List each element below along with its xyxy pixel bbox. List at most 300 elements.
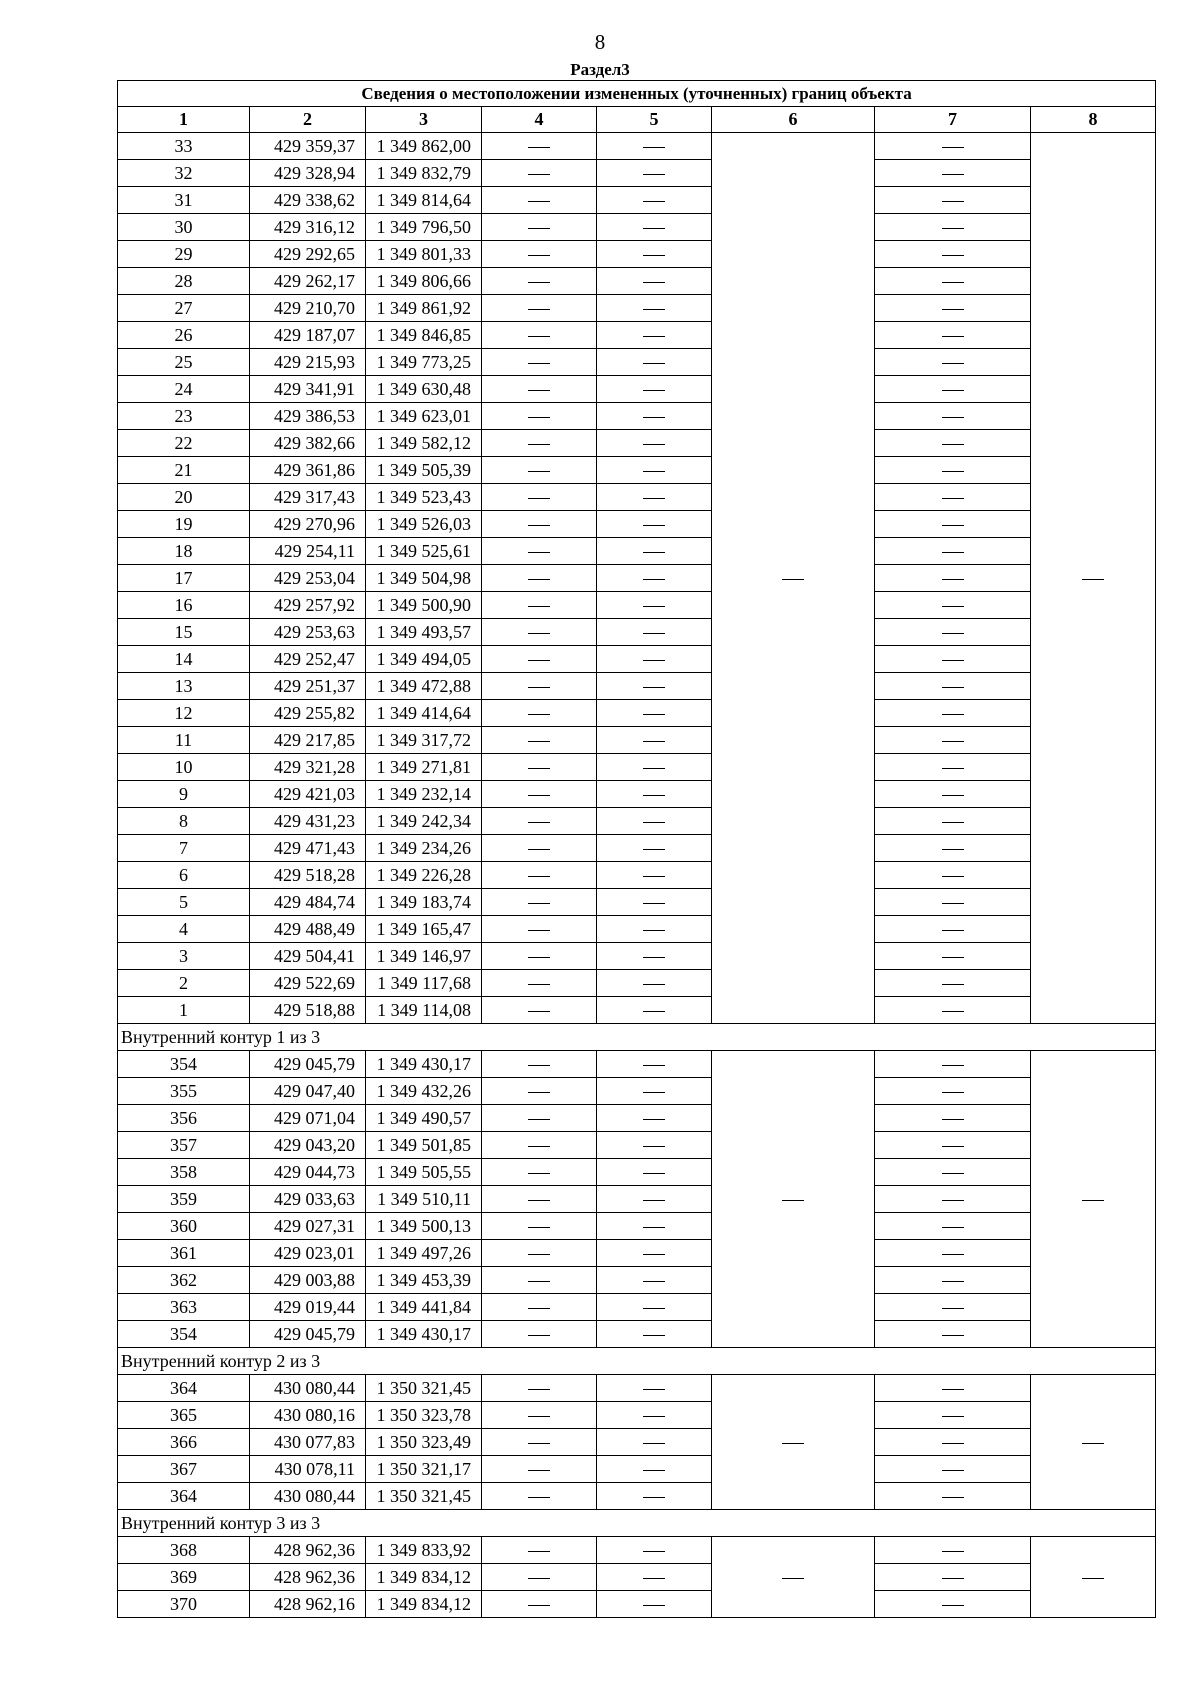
dash-mark bbox=[942, 552, 964, 553]
dash-mark bbox=[528, 1416, 550, 1417]
dash-mark bbox=[643, 336, 665, 337]
point-number-cell: 362 bbox=[118, 1267, 250, 1294]
col5-cell bbox=[597, 1402, 712, 1429]
x-coordinate-cell: 429 504,41 bbox=[250, 943, 366, 970]
dash-mark bbox=[528, 1551, 550, 1552]
dash-mark bbox=[942, 525, 964, 526]
dash-mark bbox=[643, 552, 665, 553]
col4-cell bbox=[482, 1537, 597, 1564]
col8-merged-cell bbox=[1031, 133, 1156, 1024]
col7-cell bbox=[875, 862, 1031, 889]
col5-cell bbox=[597, 1483, 712, 1510]
table-row bbox=[118, 916, 1156, 943]
dash-mark bbox=[643, 1146, 665, 1147]
dash-mark bbox=[942, 1389, 964, 1390]
y-coordinate-cell: 1 349 317,72 bbox=[366, 727, 482, 754]
y-coordinate-cell: 1 349 271,81 bbox=[366, 754, 482, 781]
dash-mark bbox=[643, 1416, 665, 1417]
col7-cell bbox=[875, 1402, 1031, 1429]
table-row bbox=[118, 1429, 1156, 1456]
col7-cell bbox=[875, 160, 1031, 187]
dash-mark bbox=[942, 201, 964, 202]
dash-mark bbox=[942, 228, 964, 229]
dash-mark bbox=[942, 1092, 964, 1093]
y-coordinate-cell: 1 349 505,55 bbox=[366, 1159, 482, 1186]
col5-cell bbox=[597, 322, 712, 349]
col5-cell bbox=[597, 187, 712, 214]
col4-cell bbox=[482, 727, 597, 754]
col7-cell bbox=[875, 1483, 1031, 1510]
point-number-cell: 364 bbox=[118, 1483, 250, 1510]
dash-mark bbox=[528, 309, 550, 310]
dash-mark bbox=[643, 849, 665, 850]
y-coordinate-cell: 1 349 523,43 bbox=[366, 484, 482, 511]
dash-mark bbox=[643, 228, 665, 229]
y-coordinate-cell: 1 349 432,26 bbox=[366, 1078, 482, 1105]
point-number-cell: 31 bbox=[118, 187, 250, 214]
y-coordinate-cell: 1 349 834,12 bbox=[366, 1564, 482, 1591]
dash-mark bbox=[528, 876, 550, 877]
column-number: 7 bbox=[875, 107, 1031, 133]
col4-cell bbox=[482, 1402, 597, 1429]
dash-mark bbox=[942, 984, 964, 985]
dash-mark bbox=[643, 903, 665, 904]
col4-cell bbox=[482, 160, 597, 187]
column-number: 4 bbox=[482, 107, 597, 133]
col6-merged-cell bbox=[712, 1375, 875, 1510]
dash-mark bbox=[643, 255, 665, 256]
dash-mark bbox=[942, 498, 964, 499]
y-coordinate-cell: 1 349 806,66 bbox=[366, 268, 482, 295]
dash-mark bbox=[528, 201, 550, 202]
dash-mark bbox=[1082, 1443, 1104, 1444]
table-row bbox=[118, 1051, 1156, 1078]
col5-cell bbox=[597, 1321, 712, 1348]
dash-mark bbox=[942, 1281, 964, 1282]
table-row bbox=[118, 1105, 1156, 1132]
col4-cell bbox=[482, 538, 597, 565]
dash-mark bbox=[942, 768, 964, 769]
dash-mark bbox=[942, 390, 964, 391]
x-coordinate-cell: 429 484,74 bbox=[250, 889, 366, 916]
point-number-cell: 23 bbox=[118, 403, 250, 430]
x-coordinate-cell: 429 321,28 bbox=[250, 754, 366, 781]
y-coordinate-cell: 1 349 630,48 bbox=[366, 376, 482, 403]
x-coordinate-cell: 429 316,12 bbox=[250, 214, 366, 241]
dash-mark bbox=[528, 660, 550, 661]
dash-mark bbox=[643, 1092, 665, 1093]
contour-header-row bbox=[118, 1348, 1156, 1375]
dash-mark bbox=[528, 768, 550, 769]
col4-cell bbox=[482, 835, 597, 862]
dash-mark bbox=[643, 1605, 665, 1606]
dash-mark bbox=[528, 1065, 550, 1066]
x-coordinate-cell: 429 044,73 bbox=[250, 1159, 366, 1186]
y-coordinate-cell: 1 349 500,13 bbox=[366, 1213, 482, 1240]
dash-mark bbox=[528, 1335, 550, 1336]
table-row bbox=[118, 754, 1156, 781]
table-row bbox=[118, 619, 1156, 646]
caption-row bbox=[118, 81, 1156, 107]
table-row bbox=[118, 997, 1156, 1024]
dash-mark bbox=[643, 606, 665, 607]
x-coordinate-cell: 429 217,85 bbox=[250, 727, 366, 754]
dash-mark bbox=[942, 336, 964, 337]
dash-mark bbox=[528, 255, 550, 256]
x-coordinate-cell: 429 019,44 bbox=[250, 1294, 366, 1321]
dash-mark bbox=[643, 1173, 665, 1174]
table-row bbox=[118, 295, 1156, 322]
col5-cell bbox=[597, 1105, 712, 1132]
y-coordinate-cell: 1 349 861,92 bbox=[366, 295, 482, 322]
dash-mark bbox=[528, 174, 550, 175]
point-number-cell: 366 bbox=[118, 1429, 250, 1456]
dash-mark bbox=[528, 1605, 550, 1606]
x-coordinate-cell: 430 078,11 bbox=[250, 1456, 366, 1483]
col7-cell bbox=[875, 1591, 1031, 1618]
x-coordinate-cell: 429 431,23 bbox=[250, 808, 366, 835]
point-number-cell: 33 bbox=[118, 133, 250, 160]
table-row bbox=[118, 538, 1156, 565]
column-number: 6 bbox=[712, 107, 875, 133]
x-coordinate-cell: 429 386,53 bbox=[250, 403, 366, 430]
point-number-cell: 364 bbox=[118, 1375, 250, 1402]
dash-mark bbox=[782, 579, 804, 580]
dash-mark bbox=[942, 1119, 964, 1120]
dash-mark bbox=[528, 1578, 550, 1579]
dash-mark bbox=[528, 498, 550, 499]
point-number-cell: 2 bbox=[118, 970, 250, 997]
x-coordinate-cell: 429 255,82 bbox=[250, 700, 366, 727]
dash-mark bbox=[1082, 1578, 1104, 1579]
boundary-coordinates-table bbox=[117, 80, 1156, 1618]
col4-cell bbox=[482, 511, 597, 538]
x-coordinate-cell: 428 962,36 bbox=[250, 1537, 366, 1564]
col6-merged-cell bbox=[712, 1051, 875, 1348]
dash-mark bbox=[643, 1254, 665, 1255]
col4-cell bbox=[482, 1186, 597, 1213]
dash-mark bbox=[643, 363, 665, 364]
y-coordinate-cell: 1 349 226,28 bbox=[366, 862, 482, 889]
y-coordinate-cell: 1 349 497,26 bbox=[366, 1240, 482, 1267]
x-coordinate-cell: 430 080,16 bbox=[250, 1402, 366, 1429]
col8-merged-cell bbox=[1031, 1375, 1156, 1510]
y-coordinate-cell: 1 350 323,78 bbox=[366, 1402, 482, 1429]
x-coordinate-cell: 429 382,66 bbox=[250, 430, 366, 457]
col5-cell bbox=[597, 889, 712, 916]
point-number-cell: 9 bbox=[118, 781, 250, 808]
col7-cell bbox=[875, 646, 1031, 673]
col4-cell bbox=[482, 808, 597, 835]
table-row bbox=[118, 376, 1156, 403]
dash-mark bbox=[942, 1146, 964, 1147]
table-row bbox=[118, 322, 1156, 349]
column-number-row bbox=[118, 107, 1156, 133]
point-number-cell: 11 bbox=[118, 727, 250, 754]
col5-cell bbox=[597, 1456, 712, 1483]
col4-cell bbox=[482, 1078, 597, 1105]
dash-mark bbox=[528, 606, 550, 607]
dash-mark bbox=[942, 633, 964, 634]
dash-mark bbox=[942, 1254, 964, 1255]
dash-mark bbox=[528, 714, 550, 715]
dash-mark bbox=[528, 903, 550, 904]
col4-cell bbox=[482, 862, 597, 889]
col7-cell bbox=[875, 1051, 1031, 1078]
x-coordinate-cell: 429 488,49 bbox=[250, 916, 366, 943]
col4-cell bbox=[482, 997, 597, 1024]
dash-mark bbox=[942, 1335, 964, 1336]
point-number-cell: 29 bbox=[118, 241, 250, 268]
x-coordinate-cell: 429 045,79 bbox=[250, 1051, 366, 1078]
y-coordinate-cell: 1 349 510,11 bbox=[366, 1186, 482, 1213]
dash-mark bbox=[942, 1308, 964, 1309]
x-coordinate-cell: 429 003,88 bbox=[250, 1267, 366, 1294]
point-number-cell: 10 bbox=[118, 754, 250, 781]
col4-cell bbox=[482, 1321, 597, 1348]
dash-mark bbox=[528, 930, 550, 931]
dash-mark bbox=[782, 1578, 804, 1579]
point-number-cell: 32 bbox=[118, 160, 250, 187]
col5-cell bbox=[597, 862, 712, 889]
col5-cell bbox=[597, 1591, 712, 1618]
dash-mark bbox=[643, 390, 665, 391]
table-row bbox=[118, 808, 1156, 835]
point-number-cell: 361 bbox=[118, 1240, 250, 1267]
dash-mark bbox=[942, 1011, 964, 1012]
x-coordinate-cell: 429 359,37 bbox=[250, 133, 366, 160]
point-number-cell: 369 bbox=[118, 1564, 250, 1591]
dash-mark bbox=[528, 984, 550, 985]
table-row bbox=[118, 1564, 1156, 1591]
dash-mark bbox=[643, 1578, 665, 1579]
x-coordinate-cell: 429 328,94 bbox=[250, 160, 366, 187]
col6-merged-cell bbox=[712, 1537, 875, 1618]
dash-mark bbox=[528, 1173, 550, 1174]
col5-cell bbox=[597, 295, 712, 322]
table-row bbox=[118, 1186, 1156, 1213]
y-coordinate-cell: 1 349 505,39 bbox=[366, 457, 482, 484]
y-coordinate-cell: 1 349 165,47 bbox=[366, 916, 482, 943]
col5-cell bbox=[597, 133, 712, 160]
point-number-cell: 22 bbox=[118, 430, 250, 457]
col4-cell bbox=[482, 484, 597, 511]
x-coordinate-cell: 429 522,69 bbox=[250, 970, 366, 997]
y-coordinate-cell: 1 349 117,68 bbox=[366, 970, 482, 997]
table-row bbox=[118, 1159, 1156, 1186]
dash-mark bbox=[643, 660, 665, 661]
col5-cell bbox=[597, 268, 712, 295]
col7-cell bbox=[875, 1456, 1031, 1483]
dash-mark bbox=[643, 930, 665, 931]
col5-cell bbox=[597, 1159, 712, 1186]
col4-cell bbox=[482, 349, 597, 376]
dash-mark bbox=[942, 417, 964, 418]
col7-cell bbox=[875, 808, 1031, 835]
x-coordinate-cell: 429 270,96 bbox=[250, 511, 366, 538]
table-row bbox=[118, 1132, 1156, 1159]
y-coordinate-cell: 1 349 441,84 bbox=[366, 1294, 482, 1321]
table-row bbox=[118, 457, 1156, 484]
col7-cell bbox=[875, 1321, 1031, 1348]
x-coordinate-cell: 429 252,47 bbox=[250, 646, 366, 673]
dash-mark bbox=[528, 687, 550, 688]
y-coordinate-cell: 1 349 814,64 bbox=[366, 187, 482, 214]
x-coordinate-cell: 429 045,79 bbox=[250, 1321, 366, 1348]
dash-mark bbox=[528, 1281, 550, 1282]
point-number-cell: 4 bbox=[118, 916, 250, 943]
x-coordinate-cell: 429 253,63 bbox=[250, 619, 366, 646]
col5-cell bbox=[597, 1186, 712, 1213]
col5-cell bbox=[597, 808, 712, 835]
col7-cell bbox=[875, 1240, 1031, 1267]
y-coordinate-cell: 1 349 526,03 bbox=[366, 511, 482, 538]
point-number-cell: 356 bbox=[118, 1105, 250, 1132]
y-coordinate-cell: 1 349 501,85 bbox=[366, 1132, 482, 1159]
table-row bbox=[118, 646, 1156, 673]
table-row bbox=[118, 268, 1156, 295]
x-coordinate-cell: 429 251,37 bbox=[250, 673, 366, 700]
table-row bbox=[118, 1213, 1156, 1240]
col4-cell bbox=[482, 1429, 597, 1456]
col7-cell bbox=[875, 1186, 1031, 1213]
dash-mark bbox=[942, 1227, 964, 1228]
dash-mark bbox=[528, 1389, 550, 1390]
dash-mark bbox=[643, 498, 665, 499]
point-number-cell: 357 bbox=[118, 1132, 250, 1159]
table-row bbox=[118, 673, 1156, 700]
col7-cell bbox=[875, 241, 1031, 268]
col7-cell bbox=[875, 835, 1031, 862]
point-number-cell: 24 bbox=[118, 376, 250, 403]
page-number: 8 bbox=[594, 30, 606, 54]
x-coordinate-cell: 428 962,16 bbox=[250, 1591, 366, 1618]
col5-cell bbox=[597, 1213, 712, 1240]
col7-cell bbox=[875, 133, 1031, 160]
col4-cell bbox=[482, 1591, 597, 1618]
col5-cell bbox=[597, 700, 712, 727]
col4-cell bbox=[482, 457, 597, 484]
col4-cell bbox=[482, 1051, 597, 1078]
dash-mark bbox=[942, 363, 964, 364]
contour-label: Внутренний контур 2 из 3 bbox=[118, 1348, 1156, 1375]
col4-cell bbox=[482, 781, 597, 808]
x-coordinate-cell: 429 361,86 bbox=[250, 457, 366, 484]
col5-cell bbox=[597, 592, 712, 619]
col7-cell bbox=[875, 430, 1031, 457]
point-number-cell: 7 bbox=[118, 835, 250, 862]
dash-mark bbox=[942, 1551, 964, 1552]
col5-cell bbox=[597, 1132, 712, 1159]
col4-cell bbox=[482, 916, 597, 943]
col7-cell bbox=[875, 592, 1031, 619]
y-coordinate-cell: 1 349 232,14 bbox=[366, 781, 482, 808]
dash-mark bbox=[528, 282, 550, 283]
x-coordinate-cell: 429 027,31 bbox=[250, 1213, 366, 1240]
dash-mark bbox=[942, 714, 964, 715]
col4-cell bbox=[482, 754, 597, 781]
point-number-cell: 27 bbox=[118, 295, 250, 322]
x-coordinate-cell: 429 253,04 bbox=[250, 565, 366, 592]
dash-mark bbox=[643, 282, 665, 283]
point-number-cell: 3 bbox=[118, 943, 250, 970]
table-row bbox=[118, 889, 1156, 916]
col5-cell bbox=[597, 1051, 712, 1078]
dash-mark bbox=[643, 1470, 665, 1471]
col5-cell bbox=[597, 538, 712, 565]
x-coordinate-cell: 429 187,07 bbox=[250, 322, 366, 349]
col4-cell bbox=[482, 889, 597, 916]
dash-mark bbox=[643, 633, 665, 634]
table-row bbox=[118, 1267, 1156, 1294]
x-coordinate-cell: 430 080,44 bbox=[250, 1483, 366, 1510]
dash-mark bbox=[528, 741, 550, 742]
x-coordinate-cell: 429 518,88 bbox=[250, 997, 366, 1024]
col5-cell bbox=[597, 1564, 712, 1591]
col7-cell bbox=[875, 700, 1031, 727]
dash-mark bbox=[643, 525, 665, 526]
point-number-cell: 1 bbox=[118, 997, 250, 1024]
col7-cell bbox=[875, 1078, 1031, 1105]
col7-cell bbox=[875, 538, 1031, 565]
dash-mark bbox=[643, 1389, 665, 1390]
point-number-cell: 14 bbox=[118, 646, 250, 673]
col7-cell bbox=[875, 997, 1031, 1024]
table-row bbox=[118, 970, 1156, 997]
col7-cell bbox=[875, 754, 1031, 781]
dash-mark bbox=[643, 1497, 665, 1498]
x-coordinate-cell: 429 341,91 bbox=[250, 376, 366, 403]
column-number: 1 bbox=[118, 107, 250, 133]
point-number-cell: 368 bbox=[118, 1537, 250, 1564]
col7-cell bbox=[875, 889, 1031, 916]
dash-mark bbox=[1082, 1200, 1104, 1201]
dash-mark bbox=[942, 309, 964, 310]
col7-cell bbox=[875, 457, 1031, 484]
col5-cell bbox=[597, 754, 712, 781]
dash-mark bbox=[643, 984, 665, 985]
y-coordinate-cell: 1 349 846,85 bbox=[366, 322, 482, 349]
dash-mark bbox=[528, 228, 550, 229]
contour-label: Внутренний контур 3 из 3 bbox=[118, 1510, 1156, 1537]
dash-mark bbox=[942, 1065, 964, 1066]
dash-mark bbox=[528, 822, 550, 823]
dash-mark bbox=[942, 903, 964, 904]
dash-mark bbox=[528, 525, 550, 526]
dash-mark bbox=[528, 1443, 550, 1444]
dash-mark bbox=[942, 282, 964, 283]
col4-cell bbox=[482, 268, 597, 295]
dash-mark bbox=[942, 1416, 964, 1417]
point-number-cell: 21 bbox=[118, 457, 250, 484]
column-number: 3 bbox=[366, 107, 482, 133]
col4-cell bbox=[482, 646, 597, 673]
point-number-cell: 15 bbox=[118, 619, 250, 646]
x-coordinate-cell: 429 317,43 bbox=[250, 484, 366, 511]
x-coordinate-cell: 429 254,11 bbox=[250, 538, 366, 565]
dash-mark bbox=[528, 363, 550, 364]
point-number-cell: 26 bbox=[118, 322, 250, 349]
col4-cell bbox=[482, 1483, 597, 1510]
y-coordinate-cell: 1 349 414,64 bbox=[366, 700, 482, 727]
x-coordinate-cell: 429 215,93 bbox=[250, 349, 366, 376]
dash-mark bbox=[643, 1200, 665, 1201]
dash-mark bbox=[643, 174, 665, 175]
col7-cell bbox=[875, 970, 1031, 997]
col4-cell bbox=[482, 1105, 597, 1132]
dash-mark bbox=[528, 417, 550, 418]
dash-mark bbox=[942, 957, 964, 958]
